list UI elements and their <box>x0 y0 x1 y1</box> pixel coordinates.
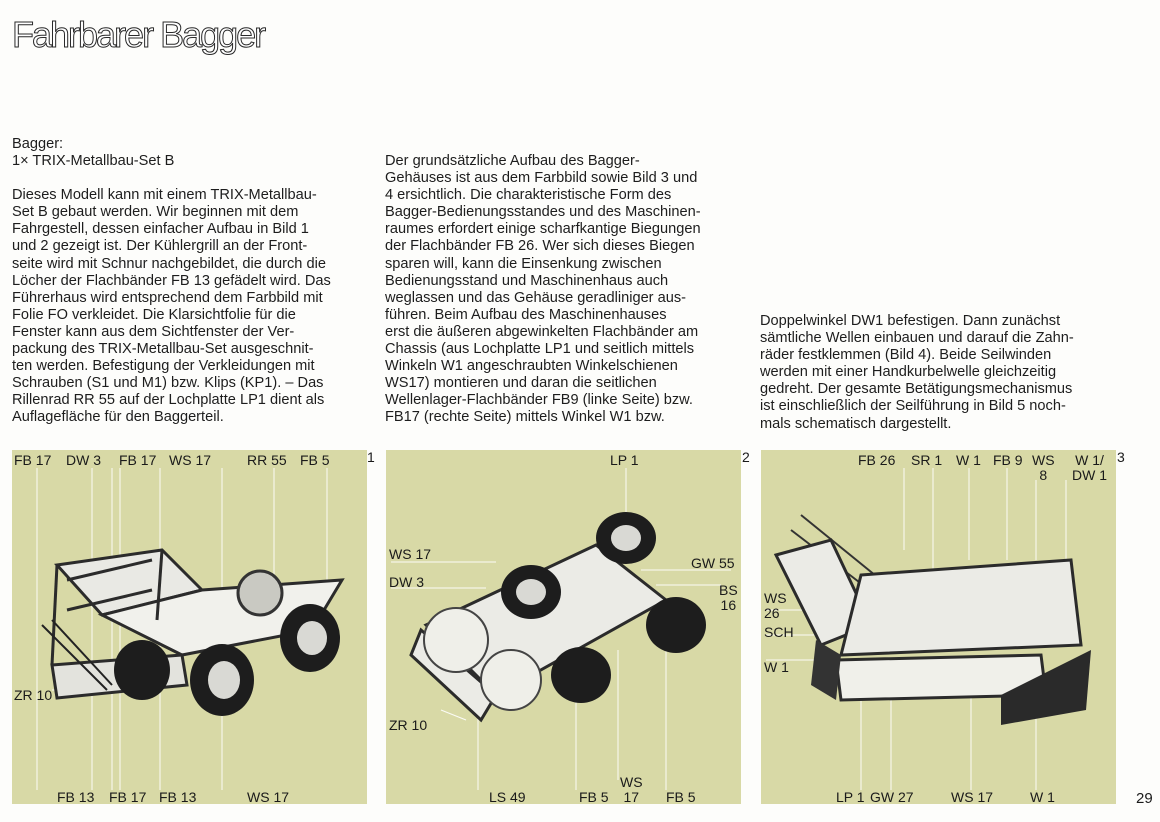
column-2-body: Der grundsätzliche Aufbau des Bagger- Gehäuses ist aus dem Farbbild sowie Bild 3 und 4 ersichtlich. Die charakteristische Form des Bagger-Bedienungsstandes und des Maschinen- raumes erfordert einige scharfkantige Biegungen der Flachbänder FB 26. Wer sich dieses Biegen sparen will, kann die Einsenkung zwischen Bedienungsstand und Maschinenhaus auch weglassen und das Gehäuse geradliniger aus- führen. Beim Aufbau des Maschinenhauses erst die äußeren abgewinkelten Flachbänder am Chassis (aus Lochplatte LP1 und seitlich mittels Winkeln W1 angeschraubten Winkelschienen WS17) montieren und daran die seitlichen Wellenlager-Flachbänder FB9 (linke Seite) bzw. FB17 (rechte Seite) mittels Winkel W1 bzw. <box>385 153 701 426</box>
text-column-3 <box>760 313 1120 433</box>
fig3-label-fb9: FB 9 <box>993 452 1023 468</box>
fig3-label-gw27: GW 27 <box>870 789 914 804</box>
fig2-label-ws17-bottom: WS 17 <box>620 774 643 804</box>
column-3-body: Doppelwinkel DW1 befestigen. Dann zunächst sämtliche Wellen einbauen und darauf die Zahn- räder festklemmen (Bild 4). Beide Seilwinden werden mit einer Handkurbelwelle gleichzeitig gedreht. Der gesamte Betätigungsmechanismus ist einschließlich der Seilführung in Bild 5 noch- mals schematisch dargestellt. <box>760 313 1074 432</box>
figure-1-illustration <box>12 450 367 804</box>
fig1-label-ws17: WS 17 <box>169 452 212 468</box>
figure-3-housing-photo <box>761 450 1116 804</box>
fig1-label-rr55: RR 55 <box>247 452 287 468</box>
fig3-label-w1-dw1: W 1/ DW 1 <box>1072 452 1107 483</box>
fig3-label-sr1: SR 1 <box>911 452 943 468</box>
fig2-label-lp1: LP 1 <box>610 452 639 468</box>
fig2-label-ws17: WS 17 <box>389 546 432 562</box>
fig1-label-fb17-c: FB 17 <box>109 789 147 804</box>
parts-list-heading: Bagger: 1× TRIX-Metallbau-Set B <box>12 136 175 170</box>
fig1-label-zr10: ZR 10 <box>14 687 53 703</box>
figure-3-illustration <box>761 450 1116 804</box>
fig1-label-fb13-a: FB 13 <box>57 789 95 804</box>
figure-1-chassis-photo <box>12 450 367 804</box>
fig3-label-w1: W 1 <box>956 452 981 468</box>
figure-2-illustration <box>386 450 741 804</box>
fig3-label-sch: SCH <box>764 624 794 640</box>
fig2-label-ls49: LS 49 <box>489 789 526 804</box>
fig2-label-zr10: ZR 10 <box>389 717 428 733</box>
fig2-label-dw3: DW 3 <box>389 574 424 590</box>
column-1-body: Dieses Modell kann mit einem TRIX-Metallbau- Set B gebaut werden. Wir beginnen mit dem Fahrgestell, dessen einfacher Aufbau in Bild 1 und 2 gezeigt ist. Der Kühlergrill an der Front- seite wird mit Schnur nachgebildet, die durch die Löcher der Flachbänder FB 13 gefädelt wird. Das Führerhaus wird entsprechend dem Farbbild mit Folie FO verkleidet. Die Klarsichtfolie für die Fenster kann aus dem Sichtfenster der Ver- packung des TRIX-Metallbau-Set ausgeschnit- ten werden. Befestigung der Verkleidungen mit Schrauben (S1 und M1) bzw. Klips (KP1). – Das Rillenrad RR 55 auf der Lochplatte LP1 dient als Auflagefläche für den Baggerteil. <box>12 187 331 426</box>
fig2-label-fb5-a: FB 5 <box>579 789 609 804</box>
fig1-label-fb17-a: FB 17 <box>14 452 52 468</box>
fig1-label-ws17-bottom: WS 17 <box>247 789 290 804</box>
page-title: Fahrbarer Bagger <box>12 14 265 55</box>
fig3-label-w1-bottom: W 1 <box>1030 789 1055 804</box>
fig3-label-w1-side: W 1 <box>764 659 789 675</box>
fig1-label-fb17-b: FB 17 <box>119 452 157 468</box>
fig1-label-fb5: FB 5 <box>300 452 330 468</box>
fig2-label-fb5-b: FB 5 <box>666 789 696 804</box>
fig3-label-lp1: LP 1 <box>836 789 865 804</box>
figure-3-number: 3 <box>1117 449 1125 465</box>
fig3-label-fb26: FB 26 <box>858 452 896 468</box>
figure-1-number: 1 <box>367 449 375 465</box>
figure-2-chassis-top-photo <box>386 450 741 804</box>
fig2-label-bs16: BS 16 <box>719 582 738 613</box>
text-column-2 <box>385 153 745 427</box>
fig2-label-gw55: GW 55 <box>691 555 735 571</box>
page-number: 29 <box>1136 790 1153 807</box>
figure-2-number: 2 <box>742 449 750 465</box>
fig3-label-ws26: WS 26 <box>764 590 787 621</box>
text-column-1 <box>12 136 367 427</box>
fig3-label-ws8: WS 8 <box>1032 452 1055 483</box>
fig3-label-ws17: WS 17 <box>951 789 994 804</box>
fig1-label-fb13-b: FB 13 <box>159 789 197 804</box>
fig1-label-dw3: DW 3 <box>66 452 101 468</box>
